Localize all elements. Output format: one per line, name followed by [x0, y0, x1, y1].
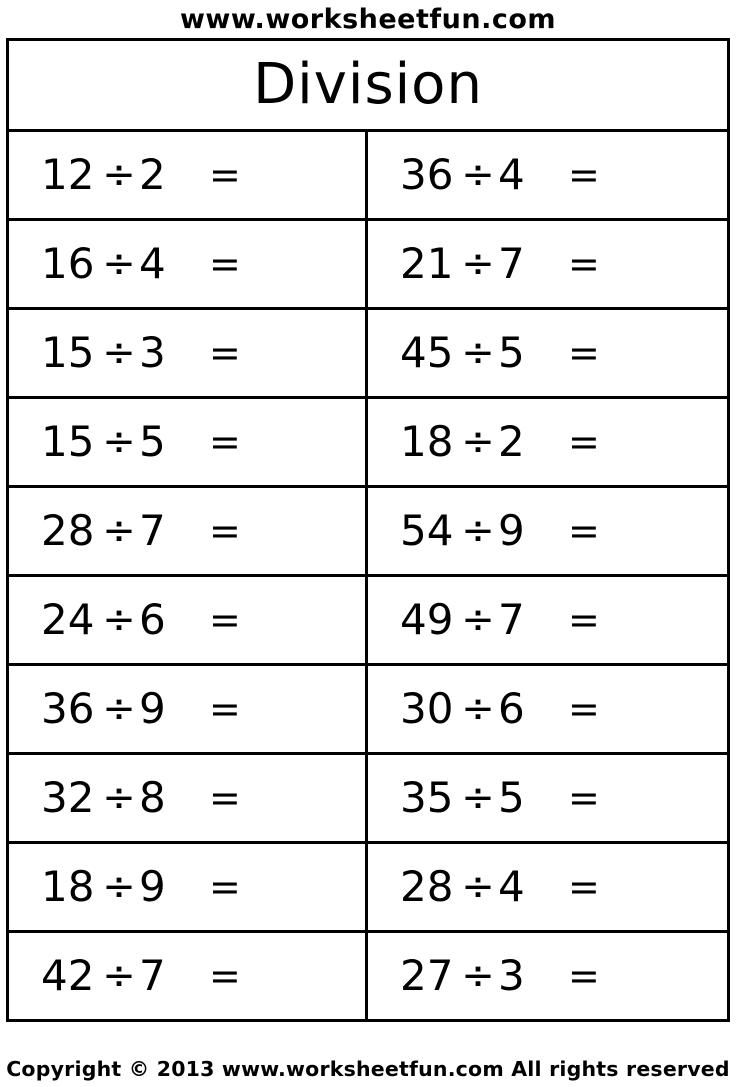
- divide-icon: ÷: [461, 953, 495, 999]
- worksheet-table: [6, 38, 730, 1022]
- equals-sign: =: [568, 509, 600, 553]
- division-problem: [368, 595, 600, 644]
- divisor: 4: [498, 862, 525, 911]
- equals-sign: =: [568, 153, 600, 197]
- divisor: 4: [498, 150, 525, 199]
- dividend: 30: [400, 684, 454, 733]
- copyright-footer: [0, 1057, 736, 1081]
- dividend: 15: [41, 417, 95, 466]
- problem-cell[interactable]: [368, 132, 727, 218]
- site-header: [0, 0, 736, 38]
- dividend: 28: [400, 862, 454, 911]
- divisor: 3: [498, 951, 525, 1000]
- equals-sign: =: [568, 954, 600, 998]
- divisor: 5: [139, 417, 166, 466]
- divisor: 9: [498, 506, 525, 555]
- divisor: 7: [498, 595, 525, 644]
- division-problem: [368, 862, 600, 911]
- divisor: 7: [139, 506, 166, 555]
- equals-sign: =: [209, 865, 241, 909]
- division-problem: [368, 417, 600, 466]
- divide-icon: ÷: [102, 864, 136, 910]
- divide-icon: ÷: [461, 686, 495, 732]
- equals-sign: =: [568, 776, 600, 820]
- divisor: 7: [498, 239, 525, 288]
- table-row: [9, 399, 727, 488]
- division-problem: [9, 773, 241, 822]
- division-problem: [9, 150, 241, 199]
- division-problem: [368, 684, 600, 733]
- divisor: 2: [139, 150, 166, 199]
- dividend: 45: [400, 328, 454, 377]
- equals-sign: =: [568, 420, 600, 464]
- divisor: 8: [139, 773, 166, 822]
- dividend: 21: [400, 239, 454, 288]
- equals-sign: =: [568, 687, 600, 731]
- equals-sign: =: [209, 954, 241, 998]
- problem-cell[interactable]: [9, 399, 368, 485]
- dividend: 18: [41, 862, 95, 911]
- dividend: 16: [41, 239, 95, 288]
- dividend: 42: [41, 951, 95, 1000]
- equals-sign: =: [209, 331, 241, 375]
- divisor: 9: [139, 862, 166, 911]
- dividend: 32: [41, 773, 95, 822]
- divide-icon: ÷: [102, 597, 136, 643]
- problem-cell[interactable]: [9, 310, 368, 396]
- equals-sign: =: [209, 153, 241, 197]
- equals-sign: =: [209, 776, 241, 820]
- dividend: 49: [400, 595, 454, 644]
- dividend: 24: [41, 595, 95, 644]
- divisor: 6: [139, 595, 166, 644]
- division-problem: [368, 239, 600, 288]
- problem-cell[interactable]: [9, 221, 368, 307]
- equals-sign: =: [209, 598, 241, 642]
- division-problem: [368, 328, 600, 377]
- dividend: 36: [41, 684, 95, 733]
- division-problem: [368, 951, 600, 1000]
- problem-cell[interactable]: [368, 666, 727, 752]
- problem-cell[interactable]: [9, 488, 368, 574]
- division-problem: [9, 328, 241, 377]
- divide-icon: ÷: [102, 953, 136, 999]
- divide-icon: ÷: [461, 597, 495, 643]
- table-row: [9, 488, 727, 577]
- divide-icon: ÷: [461, 419, 495, 465]
- problem-cell[interactable]: [9, 132, 368, 218]
- divide-icon: ÷: [102, 775, 136, 821]
- problem-cell[interactable]: [9, 933, 368, 1019]
- problem-cell[interactable]: [368, 844, 727, 930]
- dividend: 35: [400, 773, 454, 822]
- problem-cell[interactable]: [368, 488, 727, 574]
- equals-sign: =: [209, 420, 241, 464]
- table-row: [9, 755, 727, 844]
- table-row: [9, 666, 727, 755]
- table-row: [9, 221, 727, 310]
- divide-icon: ÷: [461, 152, 495, 198]
- divisor: 2: [498, 417, 525, 466]
- table-row: [9, 844, 727, 933]
- problem-cell[interactable]: [368, 933, 727, 1019]
- division-problem: [9, 239, 241, 288]
- divide-icon: ÷: [102, 152, 136, 198]
- problem-cell[interactable]: [368, 310, 727, 396]
- divide-icon: ÷: [461, 330, 495, 376]
- divisor: 5: [498, 328, 525, 377]
- copyright-text: Copyright © 2013 www.worksheetfun.com All rights reserved: [6, 1057, 730, 1081]
- divisor: 4: [139, 239, 166, 288]
- divide-icon: ÷: [461, 775, 495, 821]
- divide-icon: ÷: [461, 508, 495, 554]
- problem-cell[interactable]: [368, 221, 727, 307]
- site-url: www.worksheetfun.com: [179, 3, 557, 35]
- dividend: 54: [400, 506, 454, 555]
- divide-icon: ÷: [461, 241, 495, 287]
- divisor: 9: [139, 684, 166, 733]
- equals-sign: =: [209, 687, 241, 731]
- table-row: [9, 933, 727, 1022]
- divide-icon: ÷: [102, 241, 136, 287]
- equals-sign: =: [209, 242, 241, 286]
- division-problem: [9, 417, 241, 466]
- table-row: [9, 132, 727, 221]
- divide-icon: ÷: [102, 686, 136, 732]
- divisor: 3: [139, 328, 166, 377]
- problem-cell[interactable]: [368, 577, 727, 663]
- problem-cell[interactable]: [9, 844, 368, 930]
- dividend: 18: [400, 417, 454, 466]
- equals-sign: =: [568, 598, 600, 642]
- division-problem: [368, 506, 600, 555]
- divisor: 7: [139, 951, 166, 1000]
- divide-icon: ÷: [461, 864, 495, 910]
- dividend: 12: [41, 150, 95, 199]
- problem-cell[interactable]: [9, 666, 368, 752]
- problem-cell[interactable]: [368, 755, 727, 841]
- division-problem: [9, 506, 241, 555]
- division-problem: [9, 862, 241, 911]
- divide-icon: ÷: [102, 508, 136, 554]
- division-problem: [9, 595, 241, 644]
- equals-sign: =: [568, 865, 600, 909]
- dividend: 28: [41, 506, 95, 555]
- problem-cell[interactable]: [9, 755, 368, 841]
- problem-rows: [9, 132, 727, 1022]
- division-problem: [368, 773, 600, 822]
- divide-icon: ÷: [102, 330, 136, 376]
- divisor: 6: [498, 684, 525, 733]
- division-problem: [368, 150, 600, 199]
- divisor: 5: [498, 773, 525, 822]
- equals-sign: =: [209, 509, 241, 553]
- equals-sign: =: [568, 331, 600, 375]
- dividend: 27: [400, 951, 454, 1000]
- problem-cell[interactable]: [9, 577, 368, 663]
- dividend: 36: [400, 150, 454, 199]
- division-problem: [9, 951, 241, 1000]
- table-row: [9, 310, 727, 399]
- page-title: Division: [253, 52, 483, 117]
- division-problem: [9, 684, 241, 733]
- equals-sign: =: [568, 242, 600, 286]
- table-row: [9, 577, 727, 666]
- divide-icon: ÷: [102, 419, 136, 465]
- dividend: 15: [41, 328, 95, 377]
- problem-cell[interactable]: [368, 399, 727, 485]
- worksheet-title-row: [9, 41, 727, 132]
